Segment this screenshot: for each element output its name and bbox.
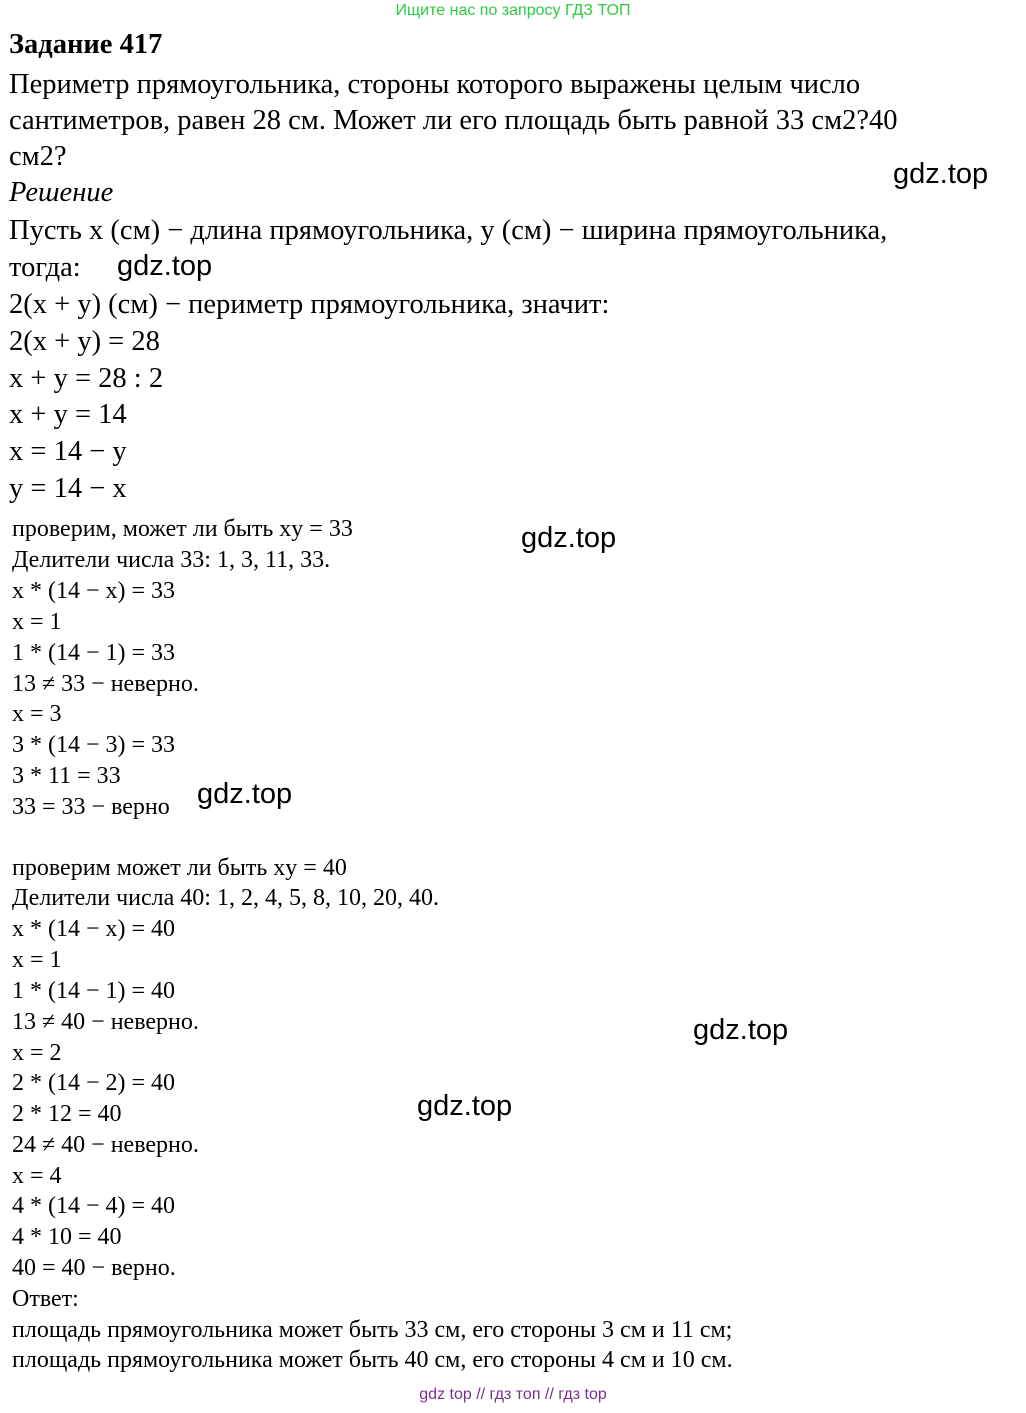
intro-line: тогда: <box>9 252 81 283</box>
answer-heading: Ответ: <box>12 1286 79 1312</box>
check33-line: 13 ≠ 33 − неверно. <box>12 671 199 697</box>
solution-heading: Решение <box>9 177 114 208</box>
check40-line: 13 ≠ 40 − неверно. <box>12 1009 199 1035</box>
check33-line: 3 * (14 − 3) = 33 <box>12 732 176 758</box>
check40-line: x = 1 <box>12 947 62 973</box>
intro-line: x = 14 − y <box>9 436 127 467</box>
check33-line: 33 = 33 − верно <box>12 794 170 820</box>
check40-line: x * (14 − x) = 40 <box>12 916 176 942</box>
check40-line: 24 ≠ 40 − неверно. <box>12 1132 199 1158</box>
check40-line: 40 = 40 − верно. <box>12 1255 176 1281</box>
answer-line: площадь прямоугольника может быть 33 см, его стороны 3 см и 11 см; <box>12 1317 733 1343</box>
watermark: gdz.top <box>893 158 989 190</box>
intro-line: Пусть x (см) − длина прямоугольника, y (см) − ширина прямоугольника, <box>9 215 888 246</box>
check33-line: x * (14 − x) = 33 <box>12 578 176 604</box>
check33-line: 1 * (14 − 1) = 33 <box>12 640 176 666</box>
watermark: gdz.top <box>417 1090 513 1122</box>
watermark: gdz.top <box>117 250 213 282</box>
problem-line: Периметр прямоугольника, стороны которого выражены целым число <box>9 69 861 100</box>
check40-line: 1 * (14 − 1) = 40 <box>12 978 176 1004</box>
check40-line: проверим может ли быть xy = 40 <box>12 855 347 881</box>
check40-line: 4 * (14 − 4) = 40 <box>12 1193 176 1219</box>
check40-line: Делители числа 40: 1, 2, 4, 5, 8, 10, 20, 40. <box>12 885 439 911</box>
intro-line: 2(x + y) (см) − периметр прямоугольника, значит: <box>9 289 610 320</box>
check40-line: x = 4 <box>12 1163 62 1189</box>
problem-line: см2? <box>9 141 67 172</box>
answer-line: площадь прямоугольника может быть 40 см, его стороны 4 см и 10 см. <box>12 1347 733 1373</box>
task-title: Задание 417 <box>9 29 163 60</box>
check40-line: 2 * (14 − 2) = 40 <box>12 1070 176 1096</box>
intro-line: x + y = 14 <box>9 399 127 430</box>
watermark: gdz.top <box>197 778 293 810</box>
footer-links[interactable]: gdz top // гдз топ // гдз top <box>419 1386 607 1403</box>
check33-line: x = 1 <box>12 609 62 635</box>
intro-line: 2(x + y) = 28 <box>9 326 160 357</box>
top-banner: Ищите нас по запросу ГДЗ ТОП <box>395 2 631 19</box>
check33-line: Делители числа 33: 1, 3, 11, 33. <box>12 547 331 573</box>
watermark: gdz.top <box>693 1014 789 1046</box>
check40-line: 4 * 10 = 40 <box>12 1224 122 1250</box>
check33-line: проверим, может ли быть xy = 33 <box>12 516 353 542</box>
intro-line: x + y = 28 : 2 <box>9 363 164 394</box>
check40-line: x = 2 <box>12 1040 62 1066</box>
problem-line: сантиметров, равен 28 см. Может ли его площадь быть равной 33 см2?40 <box>9 105 898 136</box>
check33-line: x = 3 <box>12 701 62 727</box>
watermark: gdz.top <box>521 522 617 554</box>
check33-line: 3 * 11 = 33 <box>12 763 121 789</box>
check40-line: 2 * 12 = 40 <box>12 1101 122 1127</box>
intro-line: y = 14 − x <box>9 473 127 504</box>
